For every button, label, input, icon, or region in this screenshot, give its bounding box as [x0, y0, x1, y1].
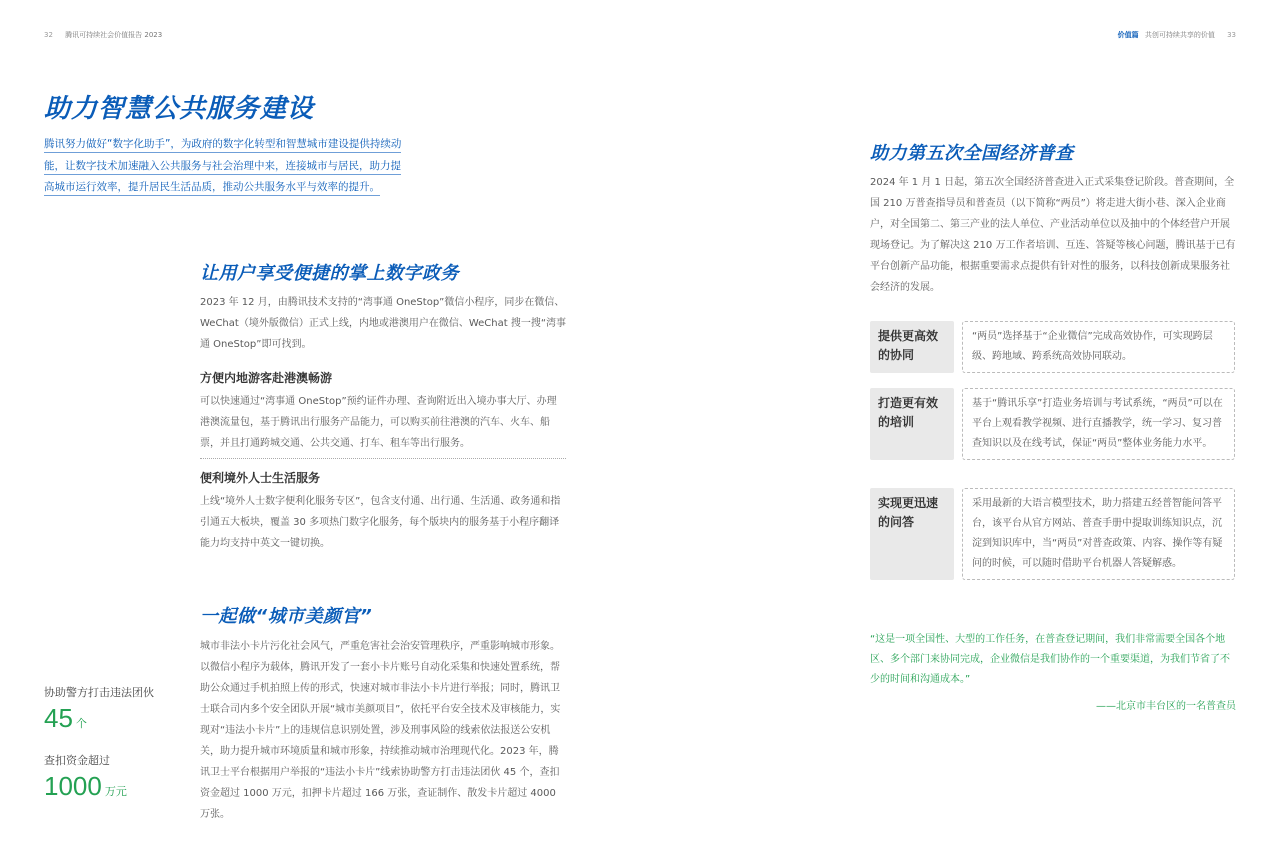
intro-line: 能，让数字技术加速融入公共服务与社会治理中来，连接城市与居民，助力提 — [44, 160, 401, 175]
feature-card-training — [870, 388, 1235, 460]
section-body-digital-gov: 2023 年 12 月，由腾讯技术支持的“湾事通 OneStop”微信小程序，同步在微信、WeChat（境外版微信）正式上线，内地或港澳用户在微信、WeChat 搜一搜“湾事通 OneStop”即可找到。 — [200, 297, 567, 350]
section-name: 价值篇 — [1117, 31, 1139, 39]
page-header-left — [44, 30, 162, 40]
intro-line: 高城市运行效率，提升居民生活品质，推动公共服务水平与效率的提升。 — [44, 181, 380, 196]
stat-value-gangs — [44, 703, 87, 734]
page-header-right — [1118, 30, 1236, 40]
card-label: 提供更高效的协同 — [870, 321, 954, 373]
card-text: 基于“腾讯乐享”打造业务培训与考试系统，“两员”可以在平台上观看教学视频、进行直播教学，统一学习、复习普查知识以及在线考试，保证“两员”整体业务能力水平。 — [962, 388, 1235, 460]
subsection-title-foreigner-services: 便利境外人士生活服务 — [200, 471, 321, 485]
report-title: 腾讯可持续社会价值报告 2023 — [65, 31, 163, 39]
subsection-body-foreigner-services: 上线“境外人士数字便利化服务专区”，包含支付通、出行通、生活通、政务通和指引通五大板块，覆盖 30 多项热门数字化服务，每个版块内的服务基于小程序翻译能力均支持中英文一键切换。 — [200, 496, 561, 549]
testimonial-quote: “这是一项全国性、大型的工作任务，在普查登记期间，我们非常需要全国各个地区、多个部门来协同完成，企业微信是我们协作的一个重要渠道，为我们节省了不少的时间和沟通成本。” — [870, 634, 1230, 685]
stat-number: 45 — [44, 703, 73, 733]
card-text: 采用最新的大语言模型技术，助力搭建五经普智能问答平台，该平台从官方网站、普查手册中提取训练知识点，沉淀到知识库中，当“两员”对普查政策、内容、操作等有疑问的时候，可以随时借助平台机器人答疑解惑。 — [962, 488, 1235, 580]
subsection-body-hk-macao-travel: 可以快速通过“湾事通 OneStop”预约证件办理、查询附近出入境办事大厅、办理港澳流量包，基于腾讯出行服务产品能力，可以购买前往港澳的汽车、火车、船票，并且打通跨城交通、公共交通、打车、租车等出行服务。 — [200, 396, 557, 449]
page-title: 助力智慧公共服务建设 — [44, 94, 315, 124]
feature-card-collaboration — [870, 321, 1235, 373]
section-title-city-beautifier: 一起做“城市美颜官” — [200, 606, 373, 627]
section-title-economic-census: 助力第五次全国经济普查 — [870, 143, 1074, 164]
stat-label-funds: 查扣资金超过 — [44, 754, 110, 767]
card-label: 实现更迅速的问答 — [870, 488, 954, 580]
intro-line: 腾讯努力做好“数字化助手”，为政府的数字化转型和智慧城市建设提供持续动 — [44, 138, 401, 153]
section-subtitle: 共创可持续共享的价值 — [1144, 31, 1215, 39]
stat-number: 1000 — [44, 771, 102, 801]
page-number-left: 32 — [44, 31, 53, 39]
subsection-title-hk-macao-travel: 方便内地游客赴港澳畅游 — [200, 371, 333, 385]
section-body-city-beautifier: 城市非法小卡片污化社会风气，严重危害社会治安管理秩序，严重影响城市形象。以微信小程序为载体，腾讯开发了一套小卡片账号自动化采集和快速处置系统，帮助公众通过手机拍照上传的形式，快速对城市非法小卡片进行举报；同时，腾讯卫士联合司内多个安全团队开展“城市美颜项目”，依托平台安全技术及审核能力，实现对“违法小卡片”上的违规信息识别处置，涉及刑事风险的线索依法报送公安机关，助力提升城市环境质量和城市形象，持续推动城市治理现代化。2023 年，腾讯卫士平台根据用户举报的“违法小卡片”线索协助警方打击违法团伙 45 个，查扣资金超过 1000 万元，扣押卡片超过 166 万张，查证制作、散发卡片超过 4000 万张。 — [200, 641, 561, 820]
feature-card-qa — [870, 488, 1235, 580]
card-text: “两员”选择基于“企业微信”完成高效协作，可实现跨层级、跨地域、跨系统高效协同联动。 — [962, 321, 1235, 373]
stat-unit: 万元 — [104, 786, 127, 798]
stat-label-gangs: 协助警方打击违法团伙 — [44, 686, 154, 699]
section-title-digital-gov: 让用户享受便捷的掌上数字政务 — [200, 263, 459, 284]
card-label: 打造更有效的培训 — [870, 388, 954, 460]
section-body-economic-census: 2024 年 1 月 1 日起，第五次全国经济普查进入正式采集登记阶段。普查期间，全国 210 万普查指导员和普查员（以下简称“两员”）将走进大街小巷、深入企业商户，对全国第二、第三产业的法人单位、产业活动单位以及抽中的个体经营户开展现场登记。为了解决这 210 万工作者培训、互连、答疑等核心问题，腾讯基于已有平台创新产品功能，根据重要需求点提供有针对性的服务，以科技创新成果服务社会经济的发展。 — [870, 177, 1236, 293]
stat-unit: 个 — [75, 718, 87, 730]
stat-value-funds — [44, 771, 127, 802]
divider — [200, 458, 566, 459]
quote-source: ——北京市丰台区的一名普查员 — [1096, 701, 1236, 712]
page-number-right: 33 — [1227, 31, 1236, 39]
intro-paragraph — [44, 134, 424, 199]
